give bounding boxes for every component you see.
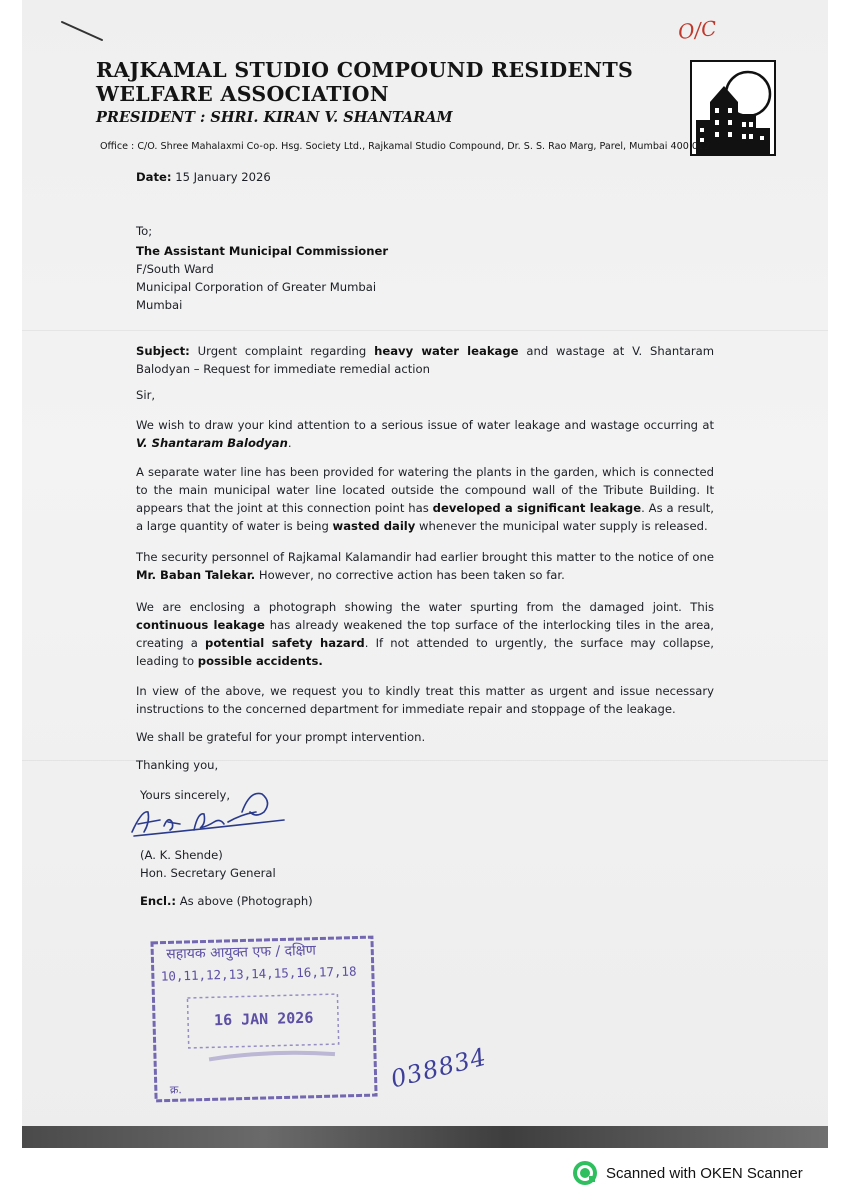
enclosure-line [140, 892, 313, 910]
para4-bold-2: potential safety hazard [205, 636, 365, 650]
para1-end: . [287, 436, 292, 450]
place-name: V. Shantaram Balodyan [136, 436, 288, 450]
para3-bold-1: Mr. Baban Talekar. [136, 568, 256, 582]
oken-scanner-logo-icon [572, 1160, 598, 1186]
handwritten-oc-mark: O/C [676, 16, 718, 44]
inward-number: 038834 [388, 1042, 490, 1094]
scan-bottom-edge [22, 1126, 828, 1148]
para2-bold-2: wasted daily [332, 519, 416, 533]
paragraph-3 [136, 548, 714, 584]
org-name-line2: WELFARE ASSOCIATION [96, 82, 389, 106]
paragraph-2 [136, 463, 714, 535]
office-address: Office : C/O. Shree Mahalaxmi Co-op. Hsg. Society Ltd., Rajkamal Studio Compound, Dr. S. S. Rao Marg, Parel, Mumbai 400 012 [100, 141, 711, 152]
paragraph-5: In view of the above, we request you to kindly treat this matter as urgent and issue necessary instructions to the concerned department for immediate repair and stoppage of the leakage. [136, 684, 714, 716]
stamp-numbers: 10,11,12,13,14,15,16,17,18 [160, 963, 357, 984]
signature [124, 782, 294, 842]
president-line: PRESIDENT : SHRI. KIRAN V. SHANTARAM [96, 109, 453, 126]
date-line [136, 168, 271, 186]
fold-line [22, 330, 828, 331]
org-name-line1: RAJKAMAL STUDIO COMPOUND RESIDENTS [96, 58, 634, 82]
signatory-name: (A. K. Shende) [140, 848, 223, 862]
para3-text-2: However, no corrective action has been taken so far. [258, 568, 565, 582]
stamp-office-text: सहायक आयुक्त एफ / दक्षिण [166, 942, 317, 963]
date-value: 15 January 2026 [175, 170, 271, 184]
para4-text-2: has already weakened the top surface of the interlocking tiles in the area, creating a [136, 618, 714, 650]
paragraph-6: We shall be grateful for your prompt intervention. [136, 730, 426, 744]
para3-text-1: The security personnel of Rajkamal Kalamandir had earlier brought this matter to the notice of one [136, 550, 714, 564]
scanner-footer [572, 1160, 803, 1186]
receipt-stamp [146, 929, 380, 1107]
enclosure-label: Encl.: [140, 894, 177, 908]
recipient-city: Mumbai [136, 298, 183, 312]
recipient-to: To; [136, 224, 153, 238]
salutation: Sir, [136, 388, 156, 402]
para4-text-3: . If not attended to urgently, the surface may collapse, leading to [136, 636, 714, 668]
yours-sincerely: Yours sincerely, [140, 788, 231, 802]
para4-text-1: We are enclosing a photograph showing the water spurting from the damaged joint. This [136, 600, 714, 614]
subject-text-2: and wastage at V. Shantaram Balodyan – Request for immediate remedial action [136, 344, 715, 376]
paragraph-4 [136, 598, 714, 670]
para2-bold-1: developed a significant leakage [432, 501, 642, 515]
enclosure-value: As above (Photograph) [179, 894, 313, 908]
thanking-line: Thanking you, [136, 758, 219, 772]
para4-bold-3: possible accidents. [197, 654, 323, 668]
para1-text: We wish to draw your kind attention to a serious issue of water leakage and wastage occurring at [136, 418, 714, 432]
paragraph-1 [136, 416, 714, 452]
pen-stroke-mark [58, 16, 108, 46]
para2-text-2: . As a result, a large quantity of water is being [136, 501, 714, 533]
stamp-serial-mark: क्र. [169, 1083, 182, 1097]
scanner-footer-text: Scanned with OKEN Scanner [606, 1164, 803, 1182]
signatory-designation: Hon. Secretary General [140, 866, 276, 880]
subject-bold: heavy water leakage [374, 344, 519, 358]
recipient-title: The Assistant Municipal Commissioner [136, 244, 389, 258]
recipient-corporation: Municipal Corporation of Greater Mumbai [136, 280, 377, 294]
date-label: Date: [136, 170, 172, 184]
recipient-block [136, 242, 388, 314]
subject-text-1: Urgent complaint regarding [197, 344, 367, 358]
para2-text-1: A separate water line has been provided for watering the plants in the garden, which is connected to the main municipal water line located outside the compound wall of the Tribute Building. It appears that the joint at this connection point has [136, 465, 714, 515]
para4-bold-1: continuous leakage [136, 618, 265, 632]
para2-text-3: whenever the municipal water supply is released. [419, 519, 708, 533]
stamp-date: 16 JAN 2026 [213, 1008, 314, 1030]
subject-label: Subject: [136, 344, 190, 358]
recipient-ward: F/South Ward [136, 262, 214, 276]
subject-line [136, 342, 714, 378]
